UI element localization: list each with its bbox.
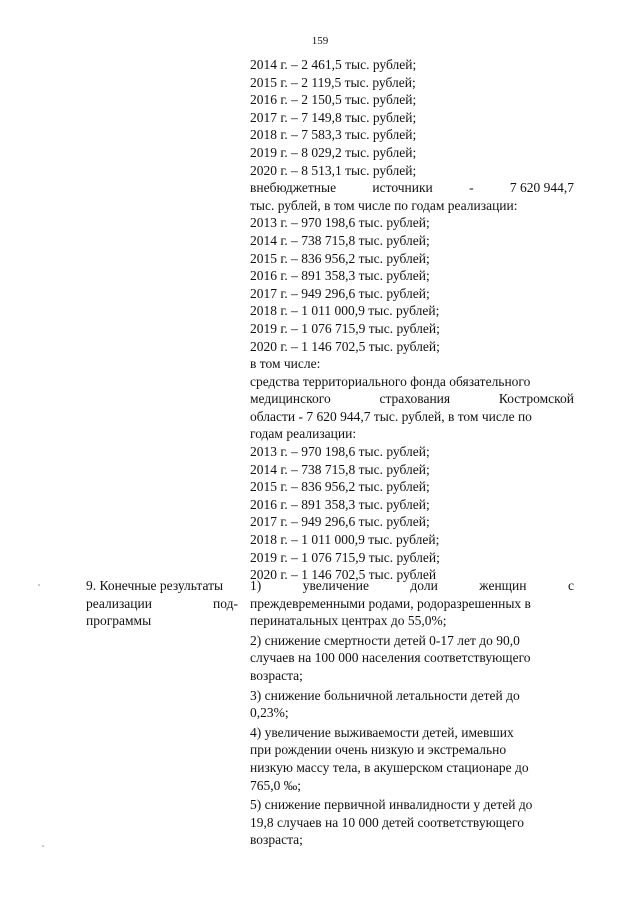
funding-line	[250, 355, 574, 373]
text-fragment: 2016 г. – 2 150,5 тыс. рублей;	[250, 92, 417, 108]
scan-speck	[42, 845, 44, 847]
funding-line	[250, 179, 574, 197]
text-fragment: 9. Конечные результаты	[86, 578, 224, 593]
funding-line	[250, 267, 574, 285]
result-item	[250, 796, 574, 849]
funding-line	[250, 408, 574, 426]
funding-line	[250, 56, 574, 74]
funding-line	[250, 126, 574, 144]
result-line	[250, 577, 574, 595]
text-fragment: 765,0 ‰;	[250, 777, 302, 793]
text-fragment: страхования	[379, 391, 451, 407]
text-fragment: увеличение	[302, 578, 369, 593]
text-fragment: 2019 г. – 1 076 715,9 тыс. рублей;	[250, 320, 440, 336]
section-label-line	[86, 577, 238, 595]
result-line	[250, 632, 574, 650]
text-fragment: 2015 г. – 836 956,2 тыс. рублей;	[250, 479, 430, 495]
funding-line	[250, 496, 574, 514]
funding-line	[250, 74, 574, 92]
result-line	[250, 796, 574, 814]
funding-line	[250, 338, 574, 356]
text-fragment: 2014 г. – 738 715,8 тыс. рублей;	[250, 232, 430, 248]
result-line	[250, 704, 574, 722]
text-fragment: 2018 г. – 7 583,3 тыс. рублей;	[250, 127, 417, 143]
text-fragment: источники	[372, 180, 433, 196]
section-label-line	[86, 595, 238, 613]
funding-line	[250, 531, 574, 549]
text-fragment: 2017 г. – 7 149,8 тыс. рублей;	[250, 109, 417, 125]
result-line	[250, 595, 574, 613]
result-line	[250, 687, 574, 705]
text-fragment: 2019 г. – 1 076 715,9 тыс. рублей;	[250, 549, 440, 565]
text-fragment: 2020 г. – 1 146 702,5 тыс. рублей;	[250, 338, 440, 354]
funding-line	[250, 144, 574, 162]
funding-line	[250, 513, 574, 531]
text-fragment: преждевременными родами, родоразрешенных в	[250, 595, 531, 611]
text-fragment: 2018 г. – 1 011 000,9 тыс. рублей;	[250, 303, 440, 319]
text-fragment: 2013 г. – 970 198,6 тыс. рублей;	[250, 215, 430, 231]
text-fragment: тыс. рублей, в том числе по годам реализации:	[250, 197, 518, 213]
text-fragment: 2017 г. – 949 296,6 тыс. рублей;	[250, 514, 430, 530]
text-fragment: средства территориального фонда обязательного	[250, 373, 531, 389]
text-fragment: 2015 г. – 2 119,5 тыс. рублей;	[250, 74, 416, 90]
funding-line	[250, 478, 574, 496]
text-fragment: 19,8 случаев на 10 000 детей соответствующего	[250, 814, 524, 830]
text-fragment: в том числе:	[250, 356, 321, 372]
text-fragment: Костромской	[498, 391, 574, 407]
text-fragment: годам реализации:	[250, 426, 357, 442]
text-fragment: 5) снижение первичной инвалидности у детей до	[250, 797, 533, 813]
result-line	[250, 724, 574, 742]
text-fragment: области - 7 620 944,7 тыс. рублей, в том числе по	[250, 408, 532, 424]
funding-line	[250, 232, 574, 250]
text-fragment: низкую массу тела, в акушерском стационаре до	[250, 759, 529, 775]
result-line	[250, 612, 574, 630]
result-line	[250, 831, 574, 849]
text-fragment: случаев на 100 000 населения соответствующего	[250, 650, 531, 666]
text-fragment: под-	[213, 595, 238, 611]
result-line	[250, 667, 574, 685]
text-fragment: перинатальных центрах до 55,0%;	[250, 613, 447, 629]
result-item	[250, 577, 574, 630]
text-fragment: возраста;	[250, 667, 303, 683]
result-line	[250, 649, 574, 667]
section-label-line	[86, 612, 238, 630]
section-label	[86, 577, 238, 630]
funding-line	[250, 443, 574, 461]
text-fragment: 2016 г. – 891 358,3 тыс. рублей;	[250, 496, 430, 512]
text-fragment: реализации	[86, 595, 152, 611]
funding-line	[250, 250, 574, 268]
text-fragment: 0,23%;	[250, 705, 289, 721]
text-fragment: 2) снижение смертности детей 0-17 лет до 90,0	[250, 632, 520, 648]
result-item	[250, 724, 574, 794]
funding-line	[250, 549, 574, 567]
text-fragment: 1)	[250, 578, 262, 593]
text-fragment: 2020 г. – 8 513,1 тыс. рублей;	[250, 162, 417, 178]
text-fragment: 2018 г. – 1 011 000,9 тыс. рублей;	[250, 532, 440, 548]
funding-line	[250, 109, 574, 127]
funding-line	[250, 197, 574, 215]
result-item	[250, 632, 574, 685]
funding-line	[250, 285, 574, 303]
text-fragment: возраста;	[250, 832, 303, 848]
text-fragment: 2013 г. – 970 198,6 тыс. рублей;	[250, 444, 430, 460]
text-fragment: 2014 г. – 2 461,5 тыс. рублей;	[250, 57, 417, 72]
text-fragment: 2017 г. – 949 296,6 тыс. рублей;	[250, 285, 430, 301]
text-fragment: при рождении очень низкую и экстремально	[250, 742, 507, 758]
scan-speck	[38, 584, 40, 586]
result-line	[250, 814, 574, 832]
funding-line	[250, 390, 574, 408]
funding-line	[250, 373, 574, 391]
text-fragment: внебюджетные	[250, 180, 337, 196]
funding-line	[250, 302, 574, 320]
text-fragment: 7 620 944,7	[509, 180, 574, 196]
text-fragment: 3) снижение больничной летальности детей до	[250, 687, 520, 703]
funding-line	[250, 425, 574, 443]
funding-line	[250, 162, 574, 180]
funding-line	[250, 320, 574, 338]
result-line	[250, 741, 574, 759]
result-line	[250, 759, 574, 777]
text-fragment: программы	[86, 613, 152, 629]
funding-block	[250, 56, 574, 584]
text-fragment: 2019 г. – 8 029,2 тыс. рублей;	[250, 144, 417, 160]
funding-line	[250, 214, 574, 232]
text-fragment: -	[469, 180, 474, 196]
text-fragment: 2015 г. – 836 956,2 тыс. рублей;	[250, 250, 430, 266]
text-fragment: медицинского	[250, 391, 331, 407]
text-fragment: женщин	[479, 578, 527, 593]
results-block	[250, 577, 574, 851]
text-fragment: с	[567, 578, 574, 593]
text-fragment: 4) увеличение выживаемости детей, имевших	[250, 724, 514, 740]
text-fragment: 2020 г. – 1 146 702,5 тыс. рублей	[250, 567, 437, 583]
result-line	[250, 777, 574, 795]
funding-line	[250, 91, 574, 109]
text-fragment: доли	[410, 578, 438, 593]
page-number: 159	[311, 35, 329, 47]
funding-line	[250, 461, 574, 479]
result-item	[250, 687, 574, 722]
text-fragment: 2016 г. – 891 358,3 тыс. рублей;	[250, 268, 430, 284]
text-fragment: 2014 г. – 738 715,8 тыс. рублей;	[250, 461, 430, 477]
